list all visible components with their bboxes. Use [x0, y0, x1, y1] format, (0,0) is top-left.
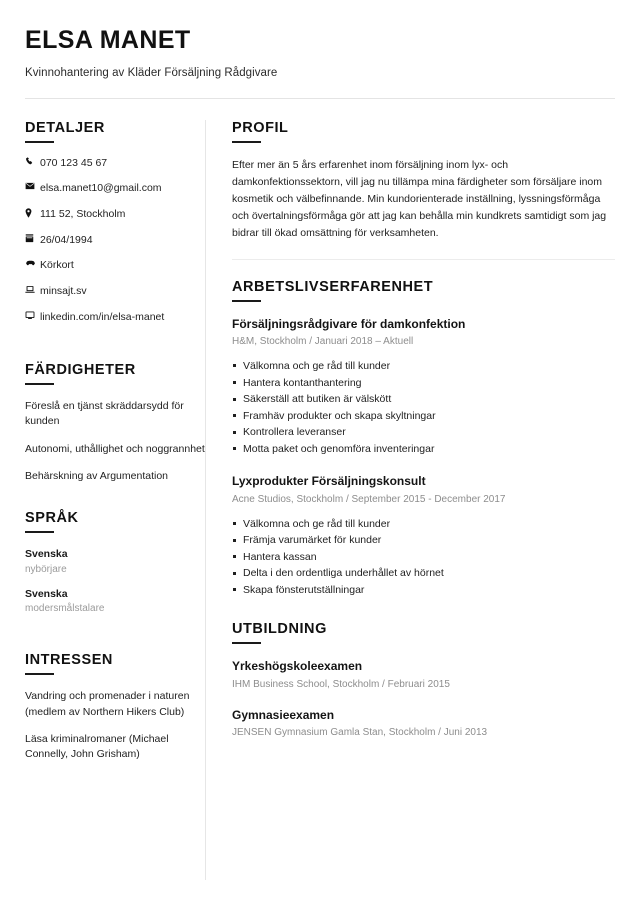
detail-row	[25, 208, 205, 222]
experience-entry	[232, 316, 615, 458]
list-item	[25, 547, 205, 577]
entry-bullets	[232, 516, 615, 599]
section-languages	[25, 510, 205, 616]
experience-list	[232, 316, 615, 599]
detail-text: linkedin.com/in/elsa-manet	[40, 310, 165, 323]
phone-icon	[25, 157, 40, 166]
section-title-profile: PROFIL	[232, 119, 289, 136]
section-title-languages: SPRÅK	[25, 510, 79, 527]
section-underline	[25, 531, 54, 533]
car-icon	[25, 259, 40, 266]
list-item: Läsa kriminalromaner (Michael Connelly, John Grisham)	[25, 732, 169, 761]
sidebar-column	[25, 120, 205, 880]
detail-row	[25, 157, 205, 171]
list-item: Hantera kontanthantering	[232, 375, 615, 392]
header-divider	[25, 98, 615, 99]
section-skills	[25, 362, 205, 484]
entry-role: Försäljningsrådgivare för damkonfektion	[232, 316, 466, 331]
list-item: Säkerställ att butiken är välskött	[232, 391, 615, 408]
section-education	[232, 621, 615, 739]
language-name: Svenska	[25, 548, 68, 561]
spacer	[25, 336, 205, 362]
page-title: ELSA MANET	[25, 26, 191, 54]
email-icon	[25, 182, 40, 190]
education-entry	[232, 658, 615, 691]
list-item: Motta paket och genomföra inventeringar	[232, 441, 615, 458]
detail-text: 070 123 45 67	[40, 156, 108, 169]
profile-text: Efter mer än 5 års erfarenhet inom försäljning inom lyx- och damkonfektionssektorn, vill jag nu tillämpa mina färdigheter som försäljare inom kosmetik och välbefinnande. Min kundorienterade inställning, lyssningsförmåga och övertalningsförmåga gör att jag kan behålla min kundkrets samtidigt som jag bidrar till ökad omsättning för verksamheten.	[232, 158, 607, 239]
list-item: Hantera kassan	[232, 549, 615, 566]
section-details	[25, 120, 205, 324]
section-title-interests: INTRESSEN	[25, 652, 113, 669]
section-underline	[232, 141, 261, 143]
details-list	[25, 157, 205, 324]
list-item: Framhäv produkter och skapa skyltningar	[232, 408, 615, 425]
language-level: nybörjare	[25, 563, 67, 575]
entry-meta: H&M, Stockholm / Januari 2018 – Aktuell	[232, 335, 414, 347]
language-level: modersmålstalare	[25, 603, 105, 615]
section-underline	[232, 300, 261, 302]
section-title-experience: ARBETSLIVSERFARENHET	[232, 278, 434, 295]
entry-meta: JENSEN Gymnasium Gamla Stan, Stockholm / Juni 2013	[232, 726, 488, 738]
spacer	[232, 692, 615, 707]
list-item: Föreslå en tjänst skräddarsydd för kunden	[25, 400, 184, 428]
list-item: Främja varumärket för kunder	[232, 532, 615, 549]
profile-body	[232, 157, 615, 242]
laptop-icon	[25, 285, 40, 294]
detail-row	[25, 182, 205, 196]
detail-text: minsajt.sv	[40, 284, 87, 297]
section-title-education: UTBILDNING	[232, 621, 327, 638]
section-underline	[232, 642, 261, 644]
resume-header	[25, 0, 615, 99]
languages-list	[25, 547, 205, 616]
list-item: Skapa fönsterutställningar	[232, 582, 615, 599]
interests-list	[25, 689, 205, 762]
section-underline	[25, 383, 54, 385]
entry-degree: Gymnasieexamen	[232, 707, 335, 722]
detail-text: 26/04/1994	[40, 233, 93, 246]
spacer	[232, 598, 615, 621]
entry-meta: IHM Business School, Stockholm / Februari 2015	[232, 678, 450, 690]
section-underline	[25, 141, 54, 143]
detail-row	[25, 234, 205, 248]
detail-text: 111 52, Stockholm	[40, 208, 126, 221]
spacer	[25, 484, 205, 510]
list-item: Välkomna och ge råd till kunder	[232, 358, 615, 375]
monitor-icon	[25, 311, 40, 320]
detail-row	[25, 259, 205, 273]
main-column	[206, 120, 615, 880]
detail-row	[25, 285, 205, 299]
list-item: Välkomna och ge råd till kunder	[232, 516, 615, 533]
entry-bullets	[232, 358, 615, 457]
section-title-details: DETALJER	[25, 119, 105, 136]
detail-text: Körkort	[40, 259, 74, 272]
experience-entry	[232, 473, 615, 598]
job-title: Kvinnohantering av Kläder Försäljning Rådgivare	[25, 66, 278, 79]
education-entry	[232, 707, 615, 740]
detail-text: elsa.manet10@gmail.com	[40, 182, 162, 195]
list-item: Kontrollera leveranser	[232, 424, 615, 441]
list-item: Autonomi, uthållighet och noggrannhet	[25, 442, 205, 455]
list-item	[25, 587, 205, 617]
section-divider	[232, 259, 615, 260]
list-item: Behärskning av Argumentation	[25, 469, 169, 482]
list-item: Vandring och promenader i naturen (medlem av Northern Hikers Club)	[25, 690, 190, 718]
education-list	[232, 658, 615, 739]
skills-list	[25, 399, 205, 484]
resume-columns	[25, 120, 615, 880]
entry-role: Lyxprodukter Försäljningskonsult	[232, 474, 426, 489]
section-underline	[25, 673, 54, 675]
spacer	[25, 626, 205, 652]
language-name: Svenska	[25, 587, 68, 600]
entry-degree: Yrkeshögskoleexamen	[232, 659, 363, 674]
detail-row	[25, 311, 205, 325]
section-interests	[25, 652, 205, 762]
calendar-icon	[25, 234, 40, 244]
section-experience	[232, 279, 615, 599]
section-profile	[232, 120, 615, 242]
spacer	[232, 457, 615, 473]
list-item: Delta i den ordentliga underhållet av hörnet	[232, 565, 615, 582]
location-pin-icon	[25, 208, 40, 218]
entry-meta: Acne Studios, Stockholm / September 2015 - December 2017	[232, 493, 506, 505]
section-title-skills: FÄRDIGHETER	[25, 362, 136, 379]
